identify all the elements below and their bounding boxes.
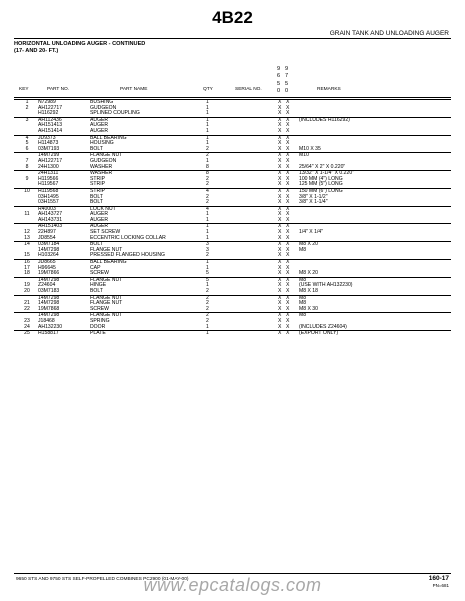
row-qty: 8 bbox=[206, 170, 209, 177]
row-model-9750: X bbox=[286, 223, 290, 230]
row-part-name: FLANGE NUT bbox=[90, 246, 123, 253]
row-model-9750: X bbox=[286, 145, 290, 152]
row-part-no: 22H897 bbox=[38, 229, 56, 236]
row-model-9650: X bbox=[278, 145, 282, 152]
row-part-name: ECCENTRIC LOCKING COLLAR bbox=[90, 234, 166, 241]
row-qty: 5 bbox=[206, 276, 209, 283]
row-part-name: SCREW bbox=[90, 305, 109, 312]
row-model-9650: X bbox=[278, 157, 282, 164]
row-model-9650: X bbox=[278, 305, 282, 312]
row-part-name: SPRING bbox=[90, 317, 110, 324]
row-model-9650: X bbox=[278, 211, 282, 218]
row-part-no: 19M7868 bbox=[38, 305, 60, 312]
row-qty: 2 bbox=[206, 193, 209, 200]
row-part-no: H114873 bbox=[38, 140, 59, 147]
row-part-no: 24H1300 bbox=[38, 163, 59, 170]
row-key: 17 bbox=[24, 264, 30, 271]
row-part-no: H119568 bbox=[38, 187, 59, 194]
row-part-name: AUGER bbox=[90, 116, 109, 123]
row-remarks: 1/4" X 1/4" bbox=[299, 229, 324, 236]
row-qty: 1 bbox=[206, 122, 209, 129]
table-row bbox=[14, 152, 451, 159]
row-qty: 1 bbox=[206, 223, 209, 230]
row-model-9650: X bbox=[278, 259, 282, 266]
row-remarks: M8 X 20 bbox=[299, 241, 318, 248]
model-column-9750: 9 7 5 0 bbox=[284, 66, 289, 95]
row-part-name: STRIP bbox=[90, 187, 106, 194]
row-qty: 1 bbox=[206, 216, 209, 223]
row-model-9750: X bbox=[286, 305, 290, 312]
row-model-9750: X bbox=[286, 276, 290, 283]
row-part-name: BOLT bbox=[90, 288, 103, 294]
row-qty: 1 bbox=[206, 229, 209, 236]
row-model-9750: X bbox=[286, 216, 290, 223]
row-model-9750: X bbox=[286, 330, 290, 337]
row-model-9650: X bbox=[278, 252, 282, 259]
row-part-no: R40003 bbox=[38, 205, 56, 212]
footer-rule bbox=[14, 573, 451, 574]
row-key: 9 bbox=[25, 175, 29, 182]
row-part-no: AH143727 bbox=[38, 211, 63, 218]
row-model-9650: X bbox=[278, 246, 282, 253]
row-part-name: HINGE bbox=[90, 282, 107, 289]
row-model-9750: X bbox=[286, 193, 290, 200]
row-qty: 1 bbox=[206, 330, 209, 337]
row-part-no: J18468 bbox=[38, 317, 55, 324]
row-key: 22 bbox=[24, 305, 30, 312]
row-model-9750: X bbox=[286, 134, 290, 141]
row-qty: 1 bbox=[206, 104, 209, 111]
row-qty: 2 bbox=[206, 181, 209, 188]
row-qty: 2 bbox=[206, 199, 209, 206]
row-qty: 1 bbox=[206, 116, 209, 123]
row-part-name: BOLT bbox=[90, 241, 103, 248]
row-part-no: AH122717 bbox=[38, 104, 63, 111]
row-remarks: M8 X 20 bbox=[299, 270, 318, 277]
row-remarks: M8 X 30 bbox=[299, 305, 318, 312]
table-row bbox=[14, 295, 451, 302]
row-key: 20 bbox=[24, 288, 30, 294]
row-model-9750: X bbox=[286, 229, 290, 236]
row-model-9750: X bbox=[286, 282, 290, 289]
footer-page-number: 160-17 bbox=[428, 575, 449, 582]
row-model-9750: X bbox=[286, 234, 290, 241]
row-model-9750: X bbox=[286, 110, 290, 117]
row-model-9650: X bbox=[278, 104, 282, 111]
row-part-name: SCREW bbox=[90, 270, 109, 277]
row-part-name: STRIP bbox=[90, 175, 106, 182]
row-model-9750: X bbox=[286, 317, 290, 324]
row-model-9750: X bbox=[286, 211, 290, 218]
row-part-no: H119567 bbox=[38, 181, 59, 188]
row-part-no: 14M7298 bbox=[38, 294, 60, 301]
row-part-name: BOLT bbox=[90, 145, 103, 152]
row-key: 5 bbox=[25, 140, 29, 147]
row-part-name: AUGER bbox=[90, 223, 109, 230]
row-model-9650: X bbox=[278, 234, 282, 241]
row-qty: 1 bbox=[206, 99, 209, 105]
row-key: 7 bbox=[25, 157, 29, 164]
row-key: 23 bbox=[24, 317, 30, 324]
row-qty: 2 bbox=[206, 252, 209, 259]
row-part-no: 03H1495 bbox=[38, 193, 59, 200]
row-qty: 2 bbox=[206, 317, 209, 324]
row-remarks: 125 MM (5") LONG bbox=[299, 181, 343, 188]
table-row bbox=[14, 206, 451, 213]
table-row bbox=[14, 99, 451, 106]
row-model-9650: X bbox=[278, 116, 282, 123]
row-part-no: AH151413 bbox=[38, 122, 63, 129]
row-model-9650: X bbox=[278, 140, 282, 147]
row-model-9650: X bbox=[278, 110, 282, 117]
row-qty: 1 bbox=[206, 110, 209, 117]
row-model-9650: X bbox=[278, 187, 282, 194]
row-part-no: H119566 bbox=[38, 175, 59, 182]
row-part-no: 24H1311 bbox=[38, 170, 59, 177]
row-model-9750: X bbox=[286, 300, 290, 307]
row-model-9750: X bbox=[286, 270, 290, 277]
table-row bbox=[14, 277, 451, 284]
row-key: 25 bbox=[24, 330, 30, 337]
row-part-name: STRIP bbox=[90, 181, 106, 188]
row-remarks: M8 bbox=[299, 246, 307, 253]
row-qty: 3 bbox=[206, 246, 209, 253]
row-part-no: N72989 bbox=[38, 99, 56, 105]
row-part-name: AUGER bbox=[90, 211, 109, 218]
row-model-9650: X bbox=[278, 276, 282, 283]
row-remarks: M8 bbox=[299, 294, 307, 301]
table-row bbox=[14, 312, 451, 319]
row-qty: 1 bbox=[206, 264, 209, 271]
group-heading-subtitle: (17- AND 20- FT.) bbox=[14, 48, 59, 54]
row-qty: 2 bbox=[206, 294, 209, 301]
row-key: 19 bbox=[24, 282, 30, 289]
row-part-no: JD8554 bbox=[38, 234, 56, 241]
row-model-9650: X bbox=[278, 288, 282, 294]
row-part-no: 03M7193 bbox=[38, 145, 60, 152]
row-part-no: AH151414 bbox=[38, 127, 63, 134]
row-key: 16 bbox=[24, 259, 30, 266]
table-row bbox=[14, 135, 451, 142]
header-rule bbox=[14, 97, 451, 98]
row-model-9750: X bbox=[286, 288, 290, 294]
row-model-9750: X bbox=[286, 259, 290, 266]
row-part-name: HOUSING bbox=[90, 140, 114, 147]
row-model-9750: X bbox=[286, 104, 290, 111]
row-model-9650: X bbox=[278, 241, 282, 248]
row-remarks: 150 MM (6") LONG bbox=[299, 187, 343, 194]
row-qty: 8 bbox=[206, 163, 209, 170]
row-part-no: 03H1557 bbox=[38, 199, 59, 206]
row-part-no: AH122717 bbox=[38, 157, 63, 164]
header-part-no: PART NO. bbox=[47, 87, 70, 92]
row-remarks: 13/32" X 1-1/4" X 0.220" bbox=[299, 170, 354, 177]
row-key: 2 bbox=[25, 104, 29, 111]
row-part-name: BUSHING bbox=[90, 99, 114, 105]
row-model-9750: X bbox=[286, 116, 290, 123]
row-part-name: LOCK NUT bbox=[90, 205, 116, 212]
row-remarks: 100 MM (4") LONG bbox=[299, 175, 343, 182]
row-part-no: AH143731 bbox=[38, 216, 63, 223]
row-model-9650: X bbox=[278, 205, 282, 212]
row-model-9750: X bbox=[286, 127, 290, 134]
row-qty: 1 bbox=[206, 157, 209, 164]
row-part-name: BALL BEARING bbox=[90, 134, 127, 141]
row-model-9650: X bbox=[278, 122, 282, 129]
row-part-no: 14M7298 bbox=[38, 300, 60, 307]
row-model-9750: X bbox=[286, 163, 290, 170]
row-part-no: 14M7298 bbox=[38, 276, 60, 283]
row-model-9750: X bbox=[286, 122, 290, 129]
row-remarks: 3/8" X 1-1/2" bbox=[299, 193, 328, 200]
page-title: 4B22 bbox=[212, 8, 253, 27]
row-key: 14 bbox=[24, 241, 30, 248]
row-part-no: H96645 bbox=[38, 264, 56, 271]
row-qty: 4 bbox=[206, 187, 209, 194]
row-key: 10 bbox=[24, 187, 30, 194]
row-part-no: AH132230 bbox=[38, 323, 63, 330]
row-model-9750: X bbox=[286, 205, 290, 212]
row-qty: 1 bbox=[206, 127, 209, 134]
row-model-9650: X bbox=[278, 300, 282, 307]
row-part-name: AUGER bbox=[90, 216, 109, 223]
row-qty: 3 bbox=[206, 241, 209, 248]
row-part-no: 14M7298 bbox=[38, 312, 60, 319]
table-row bbox=[14, 259, 451, 266]
row-part-name: FLANGE NUT bbox=[90, 312, 123, 319]
table-row bbox=[14, 188, 451, 195]
row-model-9650: X bbox=[278, 229, 282, 236]
row-qty: 2 bbox=[206, 305, 209, 312]
row-part-name: WASHER bbox=[90, 170, 113, 177]
row-part-name: CAP bbox=[90, 264, 101, 271]
row-model-9650: X bbox=[278, 127, 282, 134]
row-model-9750: X bbox=[286, 175, 290, 182]
row-part-no: 14M7299 bbox=[38, 152, 60, 159]
row-key: 18 bbox=[24, 270, 30, 277]
row-part-name: BOLT bbox=[90, 193, 103, 200]
row-qty: 2 bbox=[206, 300, 209, 307]
row-part-no: Z24604 bbox=[38, 282, 56, 289]
row-key: 8 bbox=[25, 163, 29, 170]
row-model-9650: X bbox=[278, 312, 282, 319]
row-model-9650: X bbox=[278, 323, 282, 330]
row-key: 15 bbox=[24, 252, 30, 259]
row-model-9750: X bbox=[286, 294, 290, 301]
row-part-no: 14M7298 bbox=[38, 246, 60, 253]
row-qty: 2 bbox=[206, 175, 209, 182]
row-model-9650: X bbox=[278, 264, 282, 271]
row-remarks: 25/64" X 2" X 0.220" bbox=[299, 163, 346, 170]
row-part-name: FLANGE NUT bbox=[90, 294, 123, 301]
table-row bbox=[14, 170, 451, 177]
row-qty: 2 bbox=[206, 288, 209, 294]
table-row bbox=[14, 223, 451, 230]
row-model-9750: X bbox=[286, 170, 290, 177]
row-part-no: H158817 bbox=[38, 330, 59, 337]
row-remarks: (USE WITH AH132230) bbox=[299, 282, 353, 289]
row-remarks: (INCLUDES Z24604) bbox=[299, 323, 347, 330]
row-model-9750: X bbox=[286, 152, 290, 159]
row-qty: 1 bbox=[206, 234, 209, 241]
row-model-9750: X bbox=[286, 157, 290, 164]
row-remarks: M8 bbox=[299, 312, 307, 319]
row-qty: 2 bbox=[206, 152, 209, 159]
group-heading bbox=[14, 41, 145, 55]
row-part-name: BOLT bbox=[90, 199, 103, 206]
row-qty: 1 bbox=[206, 134, 209, 141]
row-remarks: M8 bbox=[299, 276, 307, 283]
row-part-name: AUGER bbox=[90, 127, 109, 134]
row-model-9750: X bbox=[286, 252, 290, 259]
row-part-name: SPLINED COUPLING bbox=[90, 110, 140, 117]
row-part-no: 19M7866 bbox=[38, 270, 60, 277]
row-remarks: (EXPORT ONLY) bbox=[299, 330, 339, 337]
parts-table bbox=[14, 99, 451, 337]
row-model-9650: X bbox=[278, 134, 282, 141]
table-row bbox=[14, 330, 451, 337]
row-model-9650: X bbox=[278, 152, 282, 159]
row-part-name: AUGER bbox=[90, 122, 109, 129]
row-model-9650: X bbox=[278, 282, 282, 289]
row-remarks: M8 X 18 bbox=[299, 288, 318, 294]
row-part-name: DOOR bbox=[90, 323, 106, 330]
row-qty: 4 bbox=[206, 205, 209, 212]
row-part-name: SET SCREW bbox=[90, 229, 121, 236]
row-qty: 1 bbox=[206, 323, 209, 330]
row-part-name: GUDGEON bbox=[90, 157, 117, 164]
row-qty: 2 bbox=[206, 145, 209, 152]
header-part-name: PART NAME bbox=[120, 87, 148, 92]
row-model-9650: X bbox=[278, 175, 282, 182]
table-row bbox=[14, 117, 451, 124]
row-remarks: (INCLUDES H116292) bbox=[299, 116, 350, 123]
row-model-9750: X bbox=[286, 241, 290, 248]
footer-publication: 9650 STS AND 9750 STS SELF-PROPELLED COMBINES PC2900 (01-MAY-00) bbox=[16, 577, 189, 582]
row-model-9750: X bbox=[286, 246, 290, 253]
row-part-name: GUDGEON bbox=[90, 104, 117, 111]
row-model-9650: X bbox=[278, 294, 282, 301]
row-qty: 1 bbox=[206, 282, 209, 289]
row-key: 12 bbox=[24, 229, 30, 236]
row-part-no: JD9373 bbox=[38, 134, 56, 141]
row-part-no: 03M7183 bbox=[38, 288, 60, 294]
row-qty: 1 bbox=[206, 211, 209, 218]
header-serial-no: SERIAL NO. bbox=[235, 87, 262, 92]
row-part-no: AH151403 bbox=[38, 223, 63, 230]
row-part-name: FLANGE NUT bbox=[90, 152, 123, 159]
footer-code: PN=681 bbox=[432, 583, 449, 588]
row-part-no: 03M7184 bbox=[38, 241, 60, 248]
header-key: KEY bbox=[19, 87, 29, 92]
header-qty: QTY bbox=[203, 87, 213, 92]
row-key: 13 bbox=[24, 234, 30, 241]
row-model-9650: X bbox=[278, 330, 282, 337]
row-model-9650: X bbox=[278, 181, 282, 188]
row-model-9650: X bbox=[278, 193, 282, 200]
row-model-9750: X bbox=[286, 140, 290, 147]
row-part-no: JD8665 bbox=[38, 259, 56, 266]
row-model-9750: X bbox=[286, 264, 290, 271]
row-key: 6 bbox=[25, 145, 29, 152]
row-part-name: BALL BEARING bbox=[90, 259, 127, 266]
row-model-9650: X bbox=[278, 170, 282, 177]
row-part-name: PRESSED FLANGED HOUSING bbox=[90, 252, 166, 259]
row-model-9650: X bbox=[278, 99, 282, 105]
row-key: 24 bbox=[24, 323, 30, 330]
model-column-9650: 9 6 5 0 bbox=[276, 66, 281, 95]
row-qty: 5 bbox=[206, 270, 209, 277]
row-key: 21 bbox=[24, 300, 30, 307]
row-key: 4 bbox=[25, 134, 29, 141]
row-model-9750: X bbox=[286, 181, 290, 188]
row-part-name: PLATE bbox=[90, 330, 106, 337]
row-model-9750: X bbox=[286, 323, 290, 330]
watermark: www.epcatalogs.com bbox=[143, 575, 322, 595]
header-remarks: REMARKS bbox=[317, 87, 341, 92]
row-qty: 2 bbox=[206, 312, 209, 319]
row-model-9650: X bbox=[278, 223, 282, 230]
row-model-9650: X bbox=[278, 270, 282, 277]
row-part-no: H116292 bbox=[38, 110, 59, 117]
row-part-no: H103264 bbox=[38, 252, 59, 259]
row-model-9650: X bbox=[278, 317, 282, 324]
row-key: 1 bbox=[25, 99, 29, 105]
row-model-9750: X bbox=[286, 199, 290, 206]
row-key: 3 bbox=[25, 116, 29, 123]
row-model-9650: X bbox=[278, 216, 282, 223]
row-model-9750: X bbox=[286, 99, 290, 105]
section-title: GRAIN TANK AND UNLOADING AUGER bbox=[329, 30, 449, 37]
row-qty: 1 bbox=[206, 259, 209, 266]
row-qty: 1 bbox=[206, 140, 209, 147]
row-remarks: M10 X 35 bbox=[299, 145, 321, 152]
row-part-name: WASHER bbox=[90, 163, 113, 170]
row-part-no: AH112436 bbox=[38, 116, 62, 123]
row-model-9750: X bbox=[286, 312, 290, 319]
row-part-name: FLANGE NUT bbox=[90, 276, 123, 283]
table-row bbox=[14, 241, 451, 248]
group-heading-title: HORIZONTAL UNLOADING AUGER - CONTINUED bbox=[14, 41, 146, 47]
row-part-name: FLANGE NUT bbox=[90, 300, 123, 307]
row-remarks: M8 bbox=[299, 300, 307, 307]
row-key: 11 bbox=[24, 211, 30, 218]
top-rule bbox=[14, 38, 451, 39]
row-model-9650: X bbox=[278, 163, 282, 170]
row-model-9650: X bbox=[278, 199, 282, 206]
row-model-9750: X bbox=[286, 187, 290, 194]
row-remarks: M10 bbox=[299, 152, 309, 159]
row-remarks: 3/8" X 1-1/4" bbox=[299, 199, 328, 206]
